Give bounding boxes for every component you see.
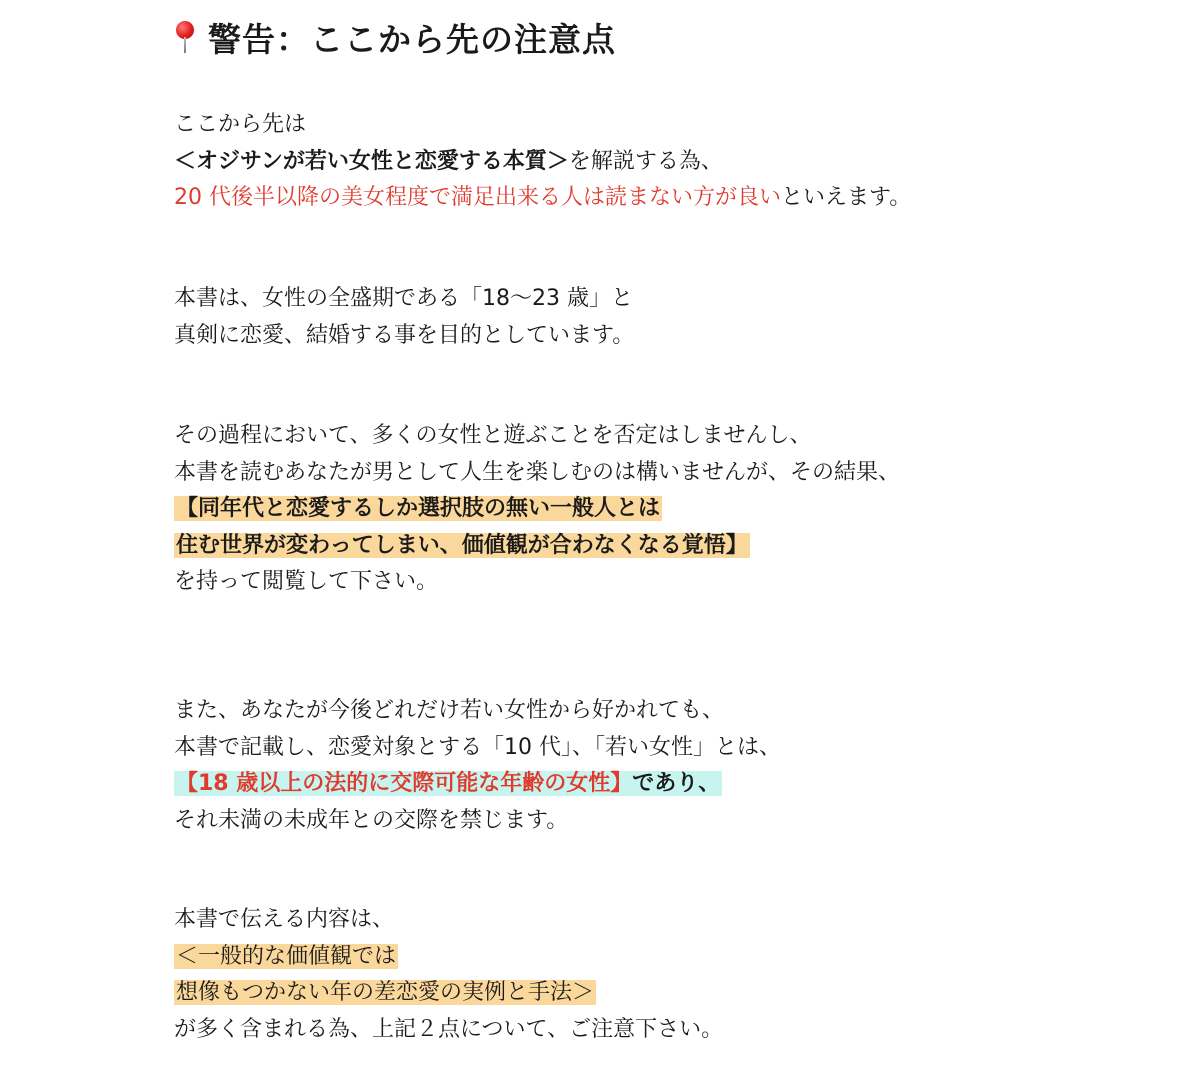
page-title	[174, 18, 616, 62]
text-line: 本書で記載し、恋愛対象とする「10 代」、「若い女性」とは、	[174, 734, 781, 760]
text-fragment: であり、	[632, 771, 721, 797]
bold-phrase: ＜オジサンが若い女性と恋愛する本質＞	[174, 148, 569, 174]
highlighted-text: 住む世界が変わってしまい、価値観が合わなくなる覚悟】	[176, 532, 748, 558]
red-warning-text: 20 代後半以降の美女程度で満足出来る人は読まない方が良い	[174, 185, 781, 211]
text-line	[174, 144, 911, 181]
paragraph-age-restriction	[174, 693, 781, 839]
paragraph-warning-intro	[174, 107, 911, 217]
round-pushpin-icon	[174, 19, 200, 55]
red-warning-text: 【18 歳以上の法的に交際可能な年齢の女性】	[176, 771, 633, 797]
page-title-text: 警告：ここから先の注意点	[208, 20, 616, 59]
highlighted-text	[174, 771, 722, 796]
highlighted-text: 【同年代と恋愛するしか選択肢の無い一般人とは	[176, 496, 661, 522]
text-line	[174, 766, 781, 803]
text-line: が多く含まれる為、上記２点について、ご注意下さい。	[174, 1016, 724, 1042]
text-line: 本書は、女性の全盛期である「18〜23 歳」と	[174, 286, 633, 311]
text-line: 本書で伝える内容は、	[174, 907, 395, 932]
text-line: ここから先は	[174, 112, 307, 137]
paragraph-resolve	[174, 418, 900, 601]
text-line	[174, 491, 900, 528]
text-fragment: を解説する為、	[568, 148, 723, 174]
highlighted-text: ＜一般的な価値観では	[176, 943, 397, 969]
text-line	[174, 975, 723, 1012]
text-line	[174, 180, 911, 217]
text-line: また、あなたが今後どれだけ若い女性から好かれても、	[174, 698, 725, 723]
text-line: 真剣に恋愛、結婚する事を目的としています。	[174, 322, 635, 348]
text-line: を持って閲覧して下さい。	[174, 569, 439, 595]
highlighted-text: 想像もつかない年の差恋愛の実例と手法＞	[176, 980, 595, 1006]
text-line	[174, 528, 900, 565]
paragraph-purpose	[174, 281, 634, 354]
paragraph-content-notice	[174, 902, 723, 1048]
text-line: その過程において、多くの女性と遊ぶことを否定はしませんし、	[174, 423, 812, 448]
text-fragment: といえます。	[781, 185, 912, 211]
text-line: 本書を読むあなたが男として人生を楽しむのは構いませんが、その結果、	[174, 459, 901, 485]
text-line: それ未満の未成年との交際を禁じます。	[174, 807, 569, 833]
text-line	[174, 939, 723, 976]
